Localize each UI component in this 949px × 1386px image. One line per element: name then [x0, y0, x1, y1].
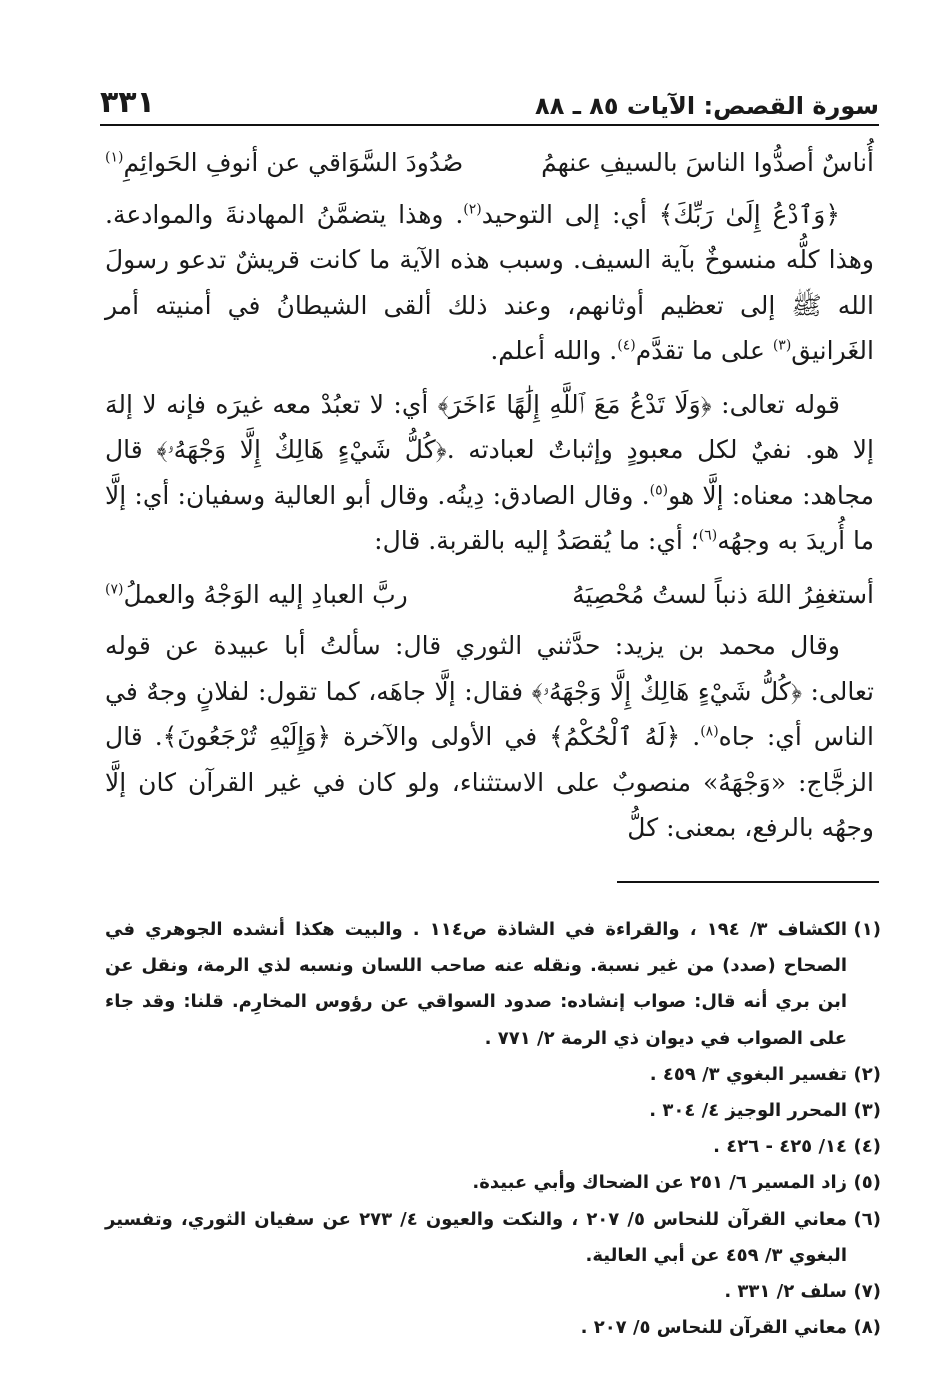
main-text	[105, 140, 874, 851]
footnote-4: (٤) ١٤/ ٤٢٥ - ٤٢٦ .	[713, 1136, 881, 1158]
footnote-1: (١) الكشاف ٣/ ١٩٤ ، والقراءة في الشاذة ص١١٤ . والبيت هكذا أنشده الجوهري في الصحاح (صدد) من غير نسبة. ونقله عنه صاحب اللسان ونسبه لذي الرمة، ونقل عن ابن بري أنه قال: صواب إنشاده: صدود السواقي عن رؤوس المخارِم. قلنا: وقد جاء على الصواب في ديوان ذي الرمة ٢/ ٧٧١ .	[105, 919, 881, 1049]
footnote-2: (٢) تفسير البغوي ٣/ ٤٥٩ .	[649, 1063, 881, 1085]
footnote-3: (٣) المحرر الوجيز ٤/ ٣٠٤ .	[649, 1100, 881, 1122]
footnote-8: (٨) معاني القرآن للنحاس ٥/ ٢٠٧ .	[580, 1317, 881, 1339]
page-header	[100, 72, 879, 126]
paragraph-3: وقال محمد بن يزيد: حدَّثني الثوري قال: سألتُ أبا عبيدة عن قوله تعالى: ﴿كُلُّ شَيْءٍ هَالِكٌ إِلَّا وَجْهَهُۥ﴾ فقال: إلَّا جاهَه، كما تقول: لفلانٍ وجهٌ في الناس أي: جاه$^{(٨)}$. ﴿لَهُ ٱلْحُكْمُ﴾ في الأولى والآخرة ﴿وَإِلَيْهِ تُرْجَعُونَ﴾. قال الزجَّاج: «وَجْهَهُ» منصوبٌ على الاستثناء، ولو كان في غير القرآن كان إلَّا وجهُه بالرفع، بمعنى: كلُّ	[105, 631, 874, 842]
footnote-ref-2: (٢)	[463, 201, 482, 218]
verse-1-first-hemistich: أُناسٌ أصدُّوا الناسَ بالسيفِ عنهمُ	[541, 148, 874, 177]
footnote-ref-1: (١)	[105, 149, 124, 166]
footnote-separator	[617, 881, 879, 883]
footnote-ref-6: (٦)	[698, 527, 718, 544]
verse-2-second-hemistich: ربَّ العبادِ إليه الوَجْهُ والعملُ$^{(٧)}$	[105, 579, 408, 609]
footnote-6: (٦) معاني القرآن للنحاس ٥/ ٢٠٧ ، والنكت والعيون ٤/ ٢٧٣ عن سفيان الثوري، وتفسير البغوي ٣/ ٤٥٩ عن أبي العالية.	[105, 1208, 881, 1266]
footnote-ref-8: (٨)	[700, 723, 719, 740]
footnote-ref-3: (٣)	[772, 337, 792, 354]
poetry-verse-2	[105, 572, 874, 618]
paragraph-2: قوله تعالى: ﴿وَلَا تَدْعُ مَعَ ٱللَّهِ إِلَٰهًا ءَاخَرَ﴾ أي: لا تعبُدْ معه غيرَه فإنه لا إلهَ إلا هو. نفيٌ لكل معبودٍ وإثباتٌ لعبادته .﴿كُلُّ شَيْءٍ هَالِكٌ إِلَّا وَجْهَهُۥ﴾ قال مجاهد: معناه: إلَّا هو$^{(٥)}$. وقال الصادق: دِينُه. وقال أبو العالية وسفيان: أي: إلَّا ما أُريدَ به وجهُه$^{(٦)}$؛ أي: ما يُقصَدُ إليه بالقربة. قال:	[105, 389, 874, 555]
footnote-ref-7: (٧)	[105, 581, 124, 598]
footnote-ref-4: (٤)	[617, 337, 636, 354]
verse-2-first-hemistich: أستغفِرُ اللهَ ذنباً لستُ مُحْصِيَهُ	[572, 579, 874, 609]
footnote-5: (٥) زاد المسير ٦/ ٢٥١ عن الضحاك وأبي عبيدة.	[472, 1172, 881, 1194]
poetry-verse-1	[105, 140, 874, 186]
footnote-7: (٧) سلف ٢/ ٣٣١ .	[724, 1281, 881, 1303]
running-title: سورة القصص: الآيات ٨٥ ـ ٨٨	[535, 92, 879, 120]
footnote-ref-5: (٥)	[649, 482, 669, 499]
page-number: ٣٣١	[100, 85, 155, 120]
verse-1-second-hemistich: صُدُودَ السَّوَاقي عن أنوفِ الحَوائِمِ$^{(١)}$	[105, 148, 464, 177]
footnotes	[105, 912, 881, 1346]
paragraph-1: ﴿وَٱدْعُ إِلَىٰ رَبِّكَ﴾ أي: إلى التوحيد$^{(٢)}$. وهذا يتضمَّنُ المهادنةَ والموادعة. وهذا كلُّه منسوخٌ بآية السيف. وسبب هذه الآية ما كانت قريشٌ تدعو رسولَ الله ﷺ إلى تعظيم أوثانهم، وعند ذلك ألقى الشيطانُ في أمنيته أمر الغَرانيق$^{(٣)}$ على ما تقدَّم$^{(٤)}$. والله أعلم.	[105, 199, 874, 365]
